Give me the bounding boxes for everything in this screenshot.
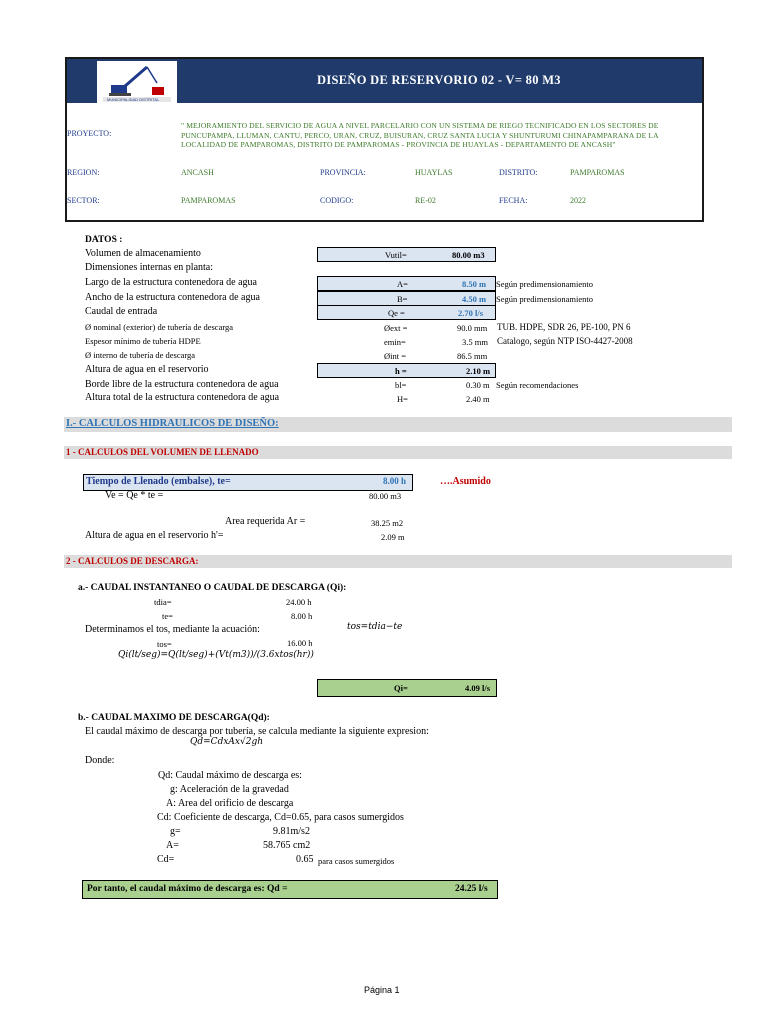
- datos-r8-sym: Øint =: [384, 351, 407, 361]
- a-title: a.- CAUDAL INSTANTANEO O CAUDAL DE DESCARGA (Qi):: [78, 583, 347, 593]
- tiempo-val: 8.00 h: [383, 476, 407, 486]
- donde-text: Donde:: [85, 755, 115, 766]
- ve-val: 80.00 m3: [369, 491, 402, 501]
- header-box: [65, 57, 704, 222]
- region-label: REGION:: [67, 168, 100, 177]
- g-label: g=: [170, 826, 181, 837]
- datos-r7-val: 3.5 mm: [462, 337, 488, 347]
- codigo-label: CODIGO:: [320, 196, 354, 205]
- datos-r4-val: 4.50 m: [462, 294, 487, 304]
- tos-formula: tos=tdia−te: [347, 622, 403, 632]
- altura-label: Altura de agua en el reservorio h'=: [85, 530, 224, 541]
- fecha-label: FECHA:: [499, 196, 528, 205]
- header-title-bar: [67, 59, 702, 103]
- datos-r9-sym: h =: [395, 366, 407, 376]
- b-title: b.- CAUDAL MAXIMO DE DESCARGA(Qd):: [78, 713, 270, 723]
- cd-note: para casos sumergidos: [318, 856, 395, 866]
- datos-r4-sym: B=: [397, 294, 408, 304]
- datos-r8-val: 86.5 mm: [457, 351, 488, 361]
- datos-r6-sym: Øext =: [384, 323, 408, 333]
- tdia-val: 24.00 h: [286, 597, 312, 607]
- datos-r6-note: TUB. HDPE, SDR 26, PE-100, PN 6: [497, 322, 631, 332]
- area-val: 38.25 m2: [371, 518, 404, 528]
- te-label: te=: [162, 611, 173, 621]
- datos-r10-label: Borde libre de la estructura contenedora de agua: [85, 379, 279, 390]
- datos-r11-sym: H=: [397, 394, 408, 404]
- datos-r5-sym: Qe =: [388, 308, 405, 318]
- g-val: 9.81m/s2: [273, 826, 310, 837]
- determ-text: Determinamos el tos, mediante la acuación:: [85, 624, 260, 635]
- provincia-value: HUAYLAS: [415, 168, 453, 177]
- qd-formula: Qd=CdxAx√2gh: [190, 737, 263, 747]
- section2-title: 2 - CALCULOS DE DESCARGA:: [66, 556, 199, 566]
- page-number: Página 1: [364, 985, 400, 995]
- datos-r4-label: Ancho de la estructura contenedora de agua: [85, 292, 260, 303]
- distrito-value: PAMPAROMAS: [570, 168, 625, 177]
- sector-value: PAMPAROMAS: [181, 196, 236, 205]
- tos-label: tos=: [157, 639, 172, 649]
- altura-val: 2.09 m: [381, 532, 405, 542]
- municipality-logo: [97, 61, 177, 103]
- proyecto-value: " MEJORAMIENTO DEL SERVICIO DE AGUA A NIVEL PARCELARIO CON UN SISTEMA DE RIEGO TECNIFICADO EN LOS SECTORES DE PUNCUPAMPA, LLUMAN, CANTU, PERCO, URAN, CRUZ, BUISURAN, CRUZ SANTA LUCIA Y SHUNTURUMI CHINAPAMPARANA DE LA LOCALIDAD DE PAMPAROMAS, DISTRITO DE PAMPAROMAS - PROVINCIA DE HUAYLAS - DEPARTAMENTO DE ANCASH": [181, 121, 659, 149]
- def-qd: Qd: Caudal máximo de descarga es:: [158, 770, 302, 781]
- datos-r11-val: 2.40 m: [466, 394, 490, 404]
- datos-r3-note: Según predimensionamiento: [496, 279, 594, 289]
- page-title: DISEÑO DE RESERVORIO 02 - V= 80 M3: [317, 73, 561, 87]
- qi-val: 4.09 l/s: [465, 683, 491, 693]
- region-value: ANCASH: [181, 168, 214, 177]
- final-val: 24.25 l/s: [455, 884, 488, 894]
- provincia-label: PROVINCIA:: [320, 168, 366, 177]
- datos-r1-val: 80.00 m3: [452, 250, 485, 260]
- datos-r10-val: 0.30 m: [466, 380, 490, 390]
- tos-val: 16.00 h: [287, 638, 313, 648]
- qi-label: Qi=: [394, 683, 408, 693]
- datos-r3-sym: A=: [397, 279, 408, 289]
- te-val: 8.00 h: [291, 611, 313, 621]
- datos-r1-sym: Vutil=: [385, 250, 407, 260]
- datos-r11-label: Altura total de la estructura contenedora de agua: [85, 392, 280, 403]
- fecha-value: 2022: [570, 196, 586, 205]
- tdia-label: tdia=: [154, 597, 172, 607]
- logo-text: MUNICIPALIDAD DISTRITAL: [107, 97, 160, 102]
- datos-r7-sym: emin=: [384, 337, 406, 347]
- datos-r1-label: Volumen de almacenamiento: [85, 248, 201, 259]
- area-label: Area requerida Ar =: [225, 516, 306, 527]
- asumido-note: ….Asumido: [440, 476, 491, 487]
- datos-r3-label: Largo de la estructura contenedora de agua: [85, 277, 257, 288]
- datos-r7-note: Catalogo, según NTP ISO-4427-2008: [497, 336, 633, 346]
- section1-title: I.- CALCULOS HIDRAULICOS DE DISEÑO:: [66, 418, 279, 429]
- datos-r8-label: Ø interno de tubería de descarga: [85, 350, 196, 360]
- datos-r4-note: Según predimensionamiento: [496, 294, 594, 304]
- ve-formula: Ve = Qe * te =: [105, 490, 164, 501]
- datos-r7-label: Espesor mínimo de tubería HDPE: [85, 336, 201, 346]
- codigo-value: RE-02: [415, 196, 436, 205]
- def-a: A: Area del orificio de descarga: [166, 798, 294, 809]
- datos-r6-label: Ø nominal (exterior) de tubería de descarga: [85, 322, 234, 332]
- datos-r9-val: 2.10 m: [466, 366, 491, 376]
- sub1-title: 1 - CALCULOS DEL VOLUMEN DE LLENADO: [66, 447, 259, 457]
- a-val: 58.765 cm2: [263, 840, 311, 851]
- cd-val: 0.65: [296, 854, 314, 865]
- datos-r2-label: Dimensiones internas en planta:: [85, 262, 214, 273]
- def-g: g: Aceleración de la gravedad: [170, 784, 289, 795]
- cd-label: Cd=: [157, 854, 175, 865]
- a-label: A=: [166, 840, 179, 851]
- datos-r10-sym: bl=: [395, 380, 407, 390]
- distrito-label: DISTRITO:: [499, 168, 538, 177]
- datos-r9-label: Altura de agua en el reservorio: [85, 364, 209, 375]
- datos-title: DATOS :: [85, 235, 123, 245]
- b-text: El caudal máximo de descarga por tubería, se calcula mediante la siguiente expresion:: [85, 726, 429, 737]
- def-cd: Cd: Coeficiente de descarga, Cd=0.65, para casos sumergidos: [157, 812, 404, 823]
- final-label: Por tanto, el caudal máximo de descarga es: Qd =: [87, 884, 288, 894]
- sector-label: SECTOR:: [67, 196, 100, 205]
- datos-r5-label: Caudal de entrada: [85, 306, 158, 317]
- proyecto-label: PROYECTO:: [67, 129, 112, 138]
- datos-r5-val: 2.70 l/s: [458, 308, 484, 318]
- datos-r3-val: 8.50 m: [462, 279, 487, 289]
- datos-r6-val: 90.0 mm: [457, 323, 488, 333]
- datos-r10-note: Según recomendaciones: [496, 380, 579, 390]
- qi-formula: Qi(lt/seg)=Q(lt/seg)+(Vt(m3))/(3.6xtos(hr)): [118, 650, 314, 660]
- tiempo-label: Tiempo de Llenado (embalse), te=: [86, 476, 231, 487]
